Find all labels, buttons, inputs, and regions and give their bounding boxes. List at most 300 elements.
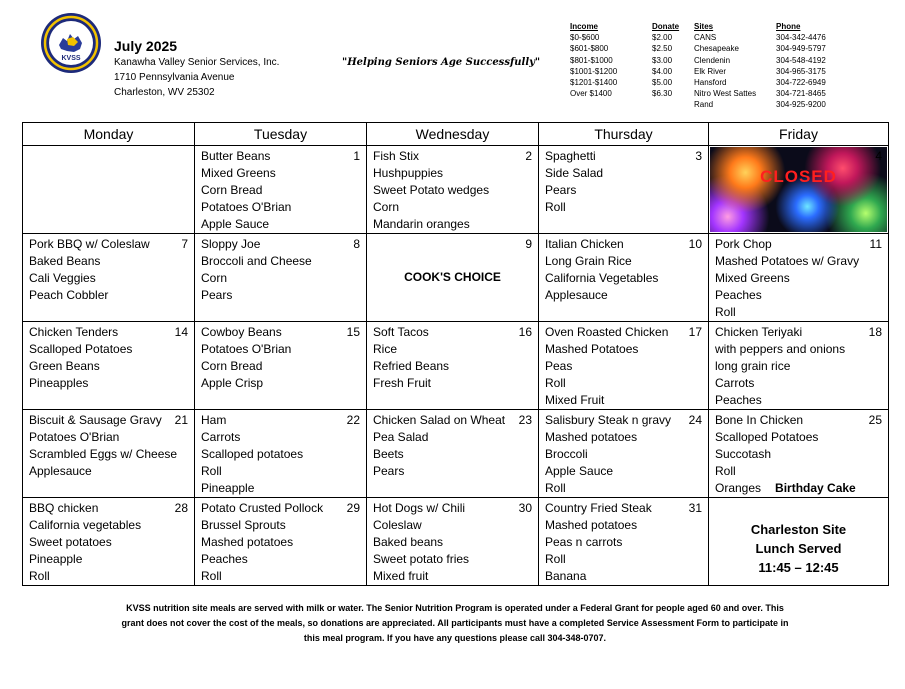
- day-number: 22: [346, 413, 360, 427]
- sites-column: [694, 21, 756, 111]
- day-number: 15: [346, 325, 360, 339]
- menu-item: [29, 463, 188, 480]
- menu-item: [545, 199, 702, 216]
- menu-item: [545, 270, 702, 287]
- menu-item: [715, 270, 882, 287]
- menu-item-text: Apple Sauce: [545, 464, 614, 478]
- menu-item: [201, 253, 360, 270]
- tagline: "Helping Seniors Age Successfully": [342, 57, 541, 68]
- menu-item-text: Potatoes O'Brian: [201, 342, 292, 356]
- day-cell: [195, 234, 367, 322]
- menu-item-text: Pears: [545, 183, 577, 197]
- day-cell: [709, 146, 889, 234]
- day-number: 16: [518, 325, 532, 339]
- menu-item: [373, 517, 532, 534]
- menu-item: [373, 182, 532, 199]
- menu-item-text: Oven Roasted Chicken: [545, 325, 669, 339]
- menu-item: [201, 236, 360, 253]
- menu-item: [29, 375, 188, 392]
- menu-item-text: Corn Bread: [201, 359, 263, 373]
- menu-item: [715, 480, 882, 497]
- menu-list: [367, 146, 538, 233]
- menu-item-text: Potato Crusted Pollock: [201, 501, 324, 515]
- menu-item-text: Pineapples: [29, 376, 89, 390]
- menu-item: [545, 551, 702, 568]
- menu-item-text: Carrots: [715, 376, 755, 390]
- day-number: 14: [174, 325, 188, 339]
- menu-item-text: Country Fried Steak: [545, 501, 652, 515]
- menu-item-text: California Vegetables: [545, 271, 659, 285]
- menu-item-text: Green Beans: [29, 359, 100, 373]
- site-item: Hansford: [694, 78, 727, 88]
- day-number: 31: [688, 501, 702, 515]
- menu-item: [373, 463, 532, 480]
- menu-item: [201, 517, 360, 534]
- menu-item-text: Mashed Potatoes w/ Gravy: [715, 254, 860, 268]
- menu-item: [545, 182, 702, 199]
- day-cell: [367, 498, 539, 586]
- menu-item: [373, 375, 532, 392]
- weekday-header: Tuesday: [195, 123, 367, 146]
- menu-item-text: Peaches: [715, 288, 762, 302]
- menu-item: [545, 480, 702, 497]
- menu-item-text: Roll: [715, 464, 736, 478]
- menu-item-text: BBQ chicken: [29, 501, 99, 515]
- site-item: Elk River: [694, 66, 727, 76]
- menu-item: [201, 324, 360, 341]
- menu-item: [201, 199, 360, 216]
- menu-item: [373, 500, 532, 517]
- menu-item: [545, 324, 702, 341]
- menu-item-text: Mixed Greens: [201, 166, 276, 180]
- income-item: $0-$600: [570, 33, 600, 43]
- menu-item: [201, 358, 360, 375]
- site-item: Clendenin: [694, 55, 731, 65]
- footer-line: this meal program. If you have any questions please call 304-348-0707.: [303, 633, 607, 643]
- day-cell: [23, 322, 195, 410]
- menu-item: [373, 358, 532, 375]
- menu-item-text: Peach Cobbler: [29, 288, 109, 302]
- day-number: 8: [353, 237, 360, 251]
- menu-item-text: Cowboy Beans: [201, 325, 282, 339]
- weekday-header: Monday: [23, 123, 195, 146]
- day-number: 30: [518, 501, 532, 515]
- day-number: 29: [346, 501, 360, 515]
- menu-item: [201, 463, 360, 480]
- income-column: [570, 21, 617, 99]
- menu-item: [373, 216, 532, 233]
- menu-item-text: Carrots: [201, 430, 241, 444]
- week-row: [23, 234, 889, 322]
- menu-item-text: Peaches: [201, 552, 248, 566]
- day-cell: [539, 234, 709, 322]
- menu-item: [201, 216, 360, 233]
- phone-item: 304-721-8465: [776, 89, 826, 99]
- menu-item: [715, 324, 882, 341]
- day-number: 10: [688, 237, 702, 251]
- day-number: 24: [688, 413, 702, 427]
- fireworks-image: [710, 147, 887, 232]
- menu-item: [715, 375, 882, 392]
- phone-item: 304-342-4476: [776, 33, 826, 43]
- menu-item: [201, 500, 360, 517]
- menu-list: [23, 234, 194, 304]
- menu-item-text: Broccoli: [545, 447, 588, 461]
- day-cell: [23, 410, 195, 498]
- day-cell: [539, 322, 709, 410]
- menu-list: [23, 322, 194, 392]
- menu-item-text: Pineapple: [29, 552, 83, 566]
- day-cell: [709, 322, 889, 410]
- menu-item-text: Roll: [201, 464, 222, 478]
- menu-item: [29, 270, 188, 287]
- menu-item: [545, 287, 702, 304]
- menu-item: [201, 287, 360, 304]
- menu-item-text: Broccoli and Cheese: [201, 254, 312, 268]
- org-name: Kanawha Valley Senior Services, Inc.: [114, 57, 280, 68]
- menu-item: [545, 412, 702, 429]
- menu-item-text: Mixed Fruit: [545, 393, 605, 407]
- menu-item-text: Roll: [545, 376, 566, 390]
- income-item: Over $1400: [570, 89, 612, 99]
- menu-list: [539, 234, 708, 304]
- menu-item: [715, 304, 882, 321]
- phone-item: 304-965-3175: [776, 66, 826, 76]
- donate-item: $6.30: [652, 89, 673, 99]
- footer-note: [60, 601, 850, 646]
- day-cell: [195, 322, 367, 410]
- menu-item: [715, 287, 882, 304]
- menu-item: [201, 341, 360, 358]
- menu-item: [373, 551, 532, 568]
- menu-item: [29, 341, 188, 358]
- menu-item: [715, 429, 882, 446]
- day-cell: [367, 234, 539, 322]
- menu-item: [373, 568, 532, 585]
- menu-item: [715, 463, 882, 480]
- menu-list: [23, 498, 194, 585]
- day-number: 1: [353, 149, 360, 163]
- menu-item: [201, 568, 360, 585]
- menu-list: [709, 410, 888, 497]
- menu-item-text: Fish Stix: [373, 149, 420, 163]
- menu-item-text: Butter Beans: [201, 149, 271, 163]
- menu-list: [709, 234, 888, 321]
- menu-item: [373, 199, 532, 216]
- address-line-1: 1710 Pennsylvania Avenue: [114, 72, 235, 83]
- menu-item-text: Pea Salad: [373, 430, 429, 444]
- menu-list: [195, 498, 366, 585]
- site-item: Chesapeake: [694, 44, 739, 54]
- donate-column: [652, 21, 679, 99]
- day-cell: [195, 410, 367, 498]
- donate-item: $3.00: [652, 55, 673, 65]
- day-cell: [539, 498, 709, 586]
- menu-item: [201, 446, 360, 463]
- menu-item: [545, 375, 702, 392]
- menu-list: [367, 498, 538, 585]
- menu-item-text: Sweet Potato wedges: [373, 183, 490, 197]
- day-number: 28: [174, 501, 188, 515]
- day-cell: [367, 146, 539, 234]
- day-number: 9: [525, 237, 532, 251]
- menu-item: [201, 429, 360, 446]
- menu-list: [195, 410, 366, 497]
- menu-item-text: Baked Beans: [29, 254, 101, 268]
- menu-list: [195, 322, 366, 392]
- menu-item-text: Peaches: [715, 393, 762, 407]
- menu-item: [201, 375, 360, 392]
- menu-item-text: Mandarin oranges: [373, 217, 470, 231]
- menu-item-text: Bone In Chicken: [715, 413, 804, 427]
- day-cell: [709, 498, 889, 586]
- week-row: [23, 322, 889, 410]
- menu-item-text: Refried Beans: [373, 359, 450, 373]
- menu-item: [29, 534, 188, 551]
- menu-item-text: Mixed fruit: [373, 569, 429, 583]
- menu-item-text: California vegetables: [29, 518, 142, 532]
- menu-item: [29, 287, 188, 304]
- menu-item: [715, 341, 882, 358]
- menu-list: [367, 322, 538, 392]
- menu-item-text: Hot Dogs w/ Chili: [373, 501, 466, 515]
- menu-item: [201, 412, 360, 429]
- day-cell: [367, 410, 539, 498]
- menu-list: [195, 234, 366, 304]
- page-title: July 2025: [114, 38, 178, 54]
- donate-item: $5.00: [652, 78, 673, 88]
- menu-item: [29, 551, 188, 568]
- charleston-site-info: [709, 520, 888, 577]
- menu-item: [201, 534, 360, 551]
- menu-item-text: Roll: [545, 200, 566, 214]
- menu-item-text: Chicken Salad on Wheat: [373, 413, 506, 427]
- menu-item: [373, 412, 532, 429]
- menu-item: [715, 412, 882, 429]
- income-item: $1001-$1200: [570, 66, 618, 76]
- menu-calendar: [22, 122, 889, 586]
- day-number: 17: [688, 325, 702, 339]
- menu-item: [715, 392, 882, 409]
- menu-item: [545, 463, 702, 480]
- day-cell: [23, 498, 195, 586]
- menu-item-text: Pears: [373, 464, 405, 478]
- menu-item: [715, 446, 882, 463]
- menu-item: [545, 534, 702, 551]
- day-number: 7: [181, 237, 188, 251]
- day-cell: [709, 234, 889, 322]
- menu-item: [373, 429, 532, 446]
- weekday-header: Friday: [709, 123, 889, 146]
- menu-list: [23, 410, 194, 480]
- menu-item-text: Peas: [545, 359, 573, 373]
- menu-item: [373, 446, 532, 463]
- weekday-header: Wednesday: [367, 123, 539, 146]
- menu-item: [29, 500, 188, 517]
- week-row: [23, 146, 889, 234]
- day-cell: [367, 322, 539, 410]
- day-number: 21: [174, 413, 188, 427]
- menu-item: [545, 500, 702, 517]
- day-number: 11: [869, 237, 882, 251]
- menu-item: [373, 324, 532, 341]
- footer-line: KVSS nutrition site meals are served with milk or water. The Senior Nutrition Program is operated under a Federal Grant for people aged 60 and over. This: [126, 603, 784, 613]
- weekday-header: Thursday: [539, 123, 709, 146]
- menu-item: [545, 358, 702, 375]
- donate-item: $4.00: [652, 66, 673, 76]
- menu-item: [545, 341, 702, 358]
- site-item: Nitro West Sattes: [694, 89, 757, 99]
- menu-item-text: Hushpuppies: [373, 166, 444, 180]
- menu-item-text: Mashed potatoes: [545, 430, 638, 444]
- menu-item-text: Mashed potatoes: [545, 518, 638, 532]
- menu-item-text: Succotash: [715, 447, 772, 461]
- phone-item: 304-548-4192: [776, 55, 826, 65]
- menu-item-text: Sloppy Joe: [201, 237, 261, 251]
- menu-list: [195, 146, 366, 233]
- menu-item-text: Applesauce: [29, 464, 92, 478]
- menu-item: [545, 148, 702, 165]
- menu-item: [545, 253, 702, 270]
- day-cell: [539, 146, 709, 234]
- menu-item: [201, 551, 360, 568]
- menu-item-text: Ham: [201, 413, 227, 427]
- menu-item-text: Corn: [201, 271, 228, 285]
- site-info-line: Lunch Served: [755, 541, 842, 556]
- menu-item: [715, 358, 882, 375]
- day-number: 18: [868, 325, 882, 339]
- menu-item-text: Roll: [715, 305, 736, 319]
- menu-item: [201, 270, 360, 287]
- menu-item-text: Baked beans: [373, 535, 444, 549]
- menu-item: [201, 165, 360, 182]
- income-header: Income: [570, 22, 599, 31]
- closed-label: CLOSED: [760, 167, 837, 186]
- menu-item-text: Potatoes O'Brian: [29, 430, 120, 444]
- income-item: $1201-$1400: [570, 78, 618, 88]
- day-number: 3: [695, 149, 702, 163]
- menu-item: [29, 358, 188, 375]
- menu-item: [29, 517, 188, 534]
- menu-item: [545, 568, 702, 585]
- menu-item-text: Corn: [373, 200, 400, 214]
- menu-item: [715, 253, 882, 270]
- site-item: CANS: [694, 33, 717, 43]
- donate-header: Donate: [652, 22, 680, 31]
- menu-item: [29, 429, 188, 446]
- menu-item-text: Mixed Greens: [715, 271, 790, 285]
- day-cell: [195, 146, 367, 234]
- menu-item-text: Sweet potato fries: [373, 552, 470, 566]
- menu-item: [545, 517, 702, 534]
- menu-item-text: Rice: [373, 342, 398, 356]
- day-number: 2: [525, 149, 532, 163]
- menu-list: [367, 410, 538, 480]
- phone-item: 304-925-9200: [776, 100, 826, 110]
- kvss-logo: [40, 12, 102, 74]
- menu-item: [373, 165, 532, 182]
- menu-item: [29, 253, 188, 270]
- menu-item: [545, 165, 702, 182]
- menu-item-text: Mashed potatoes: [201, 535, 294, 549]
- week-row: [23, 410, 889, 498]
- menu-item-text: Chicken Teriyaki: [715, 325, 803, 339]
- menu-item: [373, 534, 532, 551]
- day-cell: [23, 234, 195, 322]
- menu-item-text: Scalloped potatoes: [201, 447, 304, 461]
- menu-item-text: Cali Veggies: [29, 271, 96, 285]
- menu-item-text: Soft Tacos: [373, 325, 429, 339]
- menu-item: [29, 446, 188, 463]
- menu-item-text: Oranges: [715, 481, 762, 495]
- menu-item-text: Apple Sauce: [201, 217, 270, 231]
- footer-line: grant does not cover the cost of the meals, so donations are appreciated. All participants must have a completed Service Assessment Form to participate in: [121, 618, 789, 628]
- menu-item: [29, 236, 188, 253]
- menu-item-text: Sweet potatoes: [29, 535, 112, 549]
- cooks-choice-label: COOK'S CHOICE: [404, 270, 501, 284]
- birthday-note: Birthday Cake: [775, 481, 856, 495]
- menu-item-text: Scalloped Potatoes: [715, 430, 819, 444]
- day-cell: [709, 410, 889, 498]
- menu-item-text: Potatoes O'Brian: [201, 200, 292, 214]
- menu-item-text: Banana: [545, 569, 587, 583]
- menu-list: [539, 322, 708, 409]
- menu-item-text: Roll: [545, 552, 566, 566]
- menu-item-text: Fresh Fruit: [373, 376, 432, 390]
- site-info-line: 11:45 – 12:45: [758, 560, 839, 575]
- menu-list: [539, 498, 708, 585]
- menu-item: [29, 412, 188, 429]
- menu-item: [201, 182, 360, 199]
- donate-item: $2.50: [652, 44, 673, 54]
- sites-header: Sites: [694, 22, 714, 31]
- phone-item: 304-722-6949: [776, 78, 826, 88]
- site-info-line: Charleston Site: [750, 522, 847, 537]
- menu-item-text: Scalloped Potatoes: [29, 342, 133, 356]
- menu-item-text: Mashed Potatoes: [545, 342, 639, 356]
- menu-item-text: Long Grain Rice: [545, 254, 632, 268]
- menu-item: [29, 568, 188, 585]
- menu-item-text: Beets: [373, 447, 404, 461]
- menu-item-text: Chicken Tenders: [29, 325, 119, 339]
- menu-list: [539, 146, 708, 216]
- income-item: $801-$1000: [570, 55, 613, 65]
- menu-item: [545, 236, 702, 253]
- menu-item-text: Brussel Sprouts: [201, 518, 286, 532]
- phone-column: [776, 21, 826, 111]
- day-number: 25: [868, 413, 882, 427]
- menu-list: [709, 322, 888, 409]
- menu-item-text: Peas n carrots: [545, 535, 623, 549]
- menu-item-text: Pineapple: [201, 481, 255, 495]
- phone-item: 304-949-5797: [776, 44, 826, 54]
- menu-list: [539, 410, 708, 497]
- address-line-2: Charleston, WV 25302: [114, 87, 215, 98]
- menu-item: [545, 392, 702, 409]
- menu-item-text: Corn Bread: [201, 183, 263, 197]
- day-number: 4: [875, 149, 882, 163]
- day-cell: [23, 146, 195, 234]
- menu-item-text: Pork BBQ w/ Coleslaw: [29, 237, 150, 251]
- menu-item: [29, 324, 188, 341]
- menu-item-text: Applesauce: [545, 288, 608, 302]
- menu-item-text: Roll: [201, 569, 222, 583]
- menu-item-text: Italian Chicken: [545, 237, 624, 251]
- menu-item: [715, 236, 882, 253]
- day-cell: [195, 498, 367, 586]
- weekday-header-row: [23, 123, 889, 146]
- menu-item-text: with peppers and onions: [715, 342, 846, 356]
